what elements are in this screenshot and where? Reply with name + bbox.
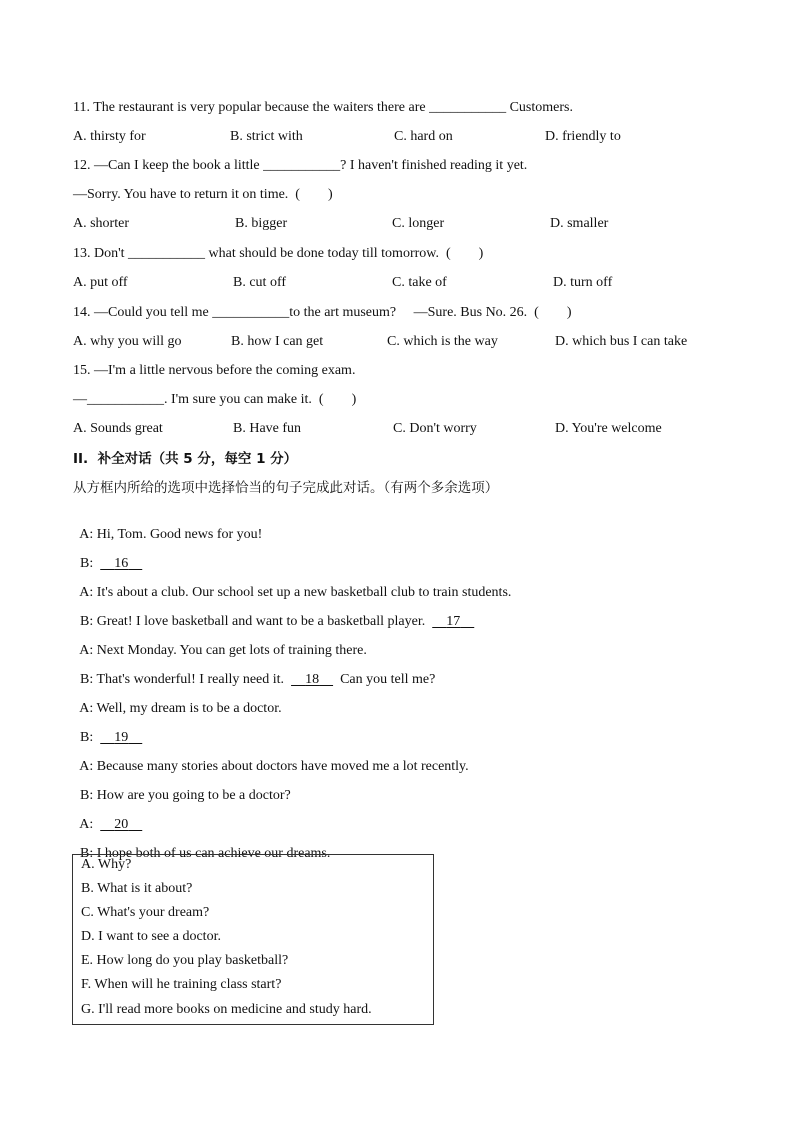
- q15-option-b: B. Have fun: [233, 421, 302, 436]
- box-option-f: F. When will he training class start?: [81, 977, 282, 992]
- speaker-label: A:: [79, 643, 94, 658]
- speaker-label: B:: [80, 672, 94, 687]
- question-14-stem: 14. —Could you tell me ___________to the art museum? —Sure. Bus No. 26. ( ): [73, 305, 572, 320]
- speaker-label: B:: [80, 730, 94, 745]
- speaker-label: A:: [79, 585, 94, 600]
- dialogue-text-after: Can you tell me?: [340, 672, 436, 687]
- speaker-label: B:: [80, 556, 94, 571]
- question-15-stem: 15. —I'm a little nervous before the coming exam.: [73, 363, 356, 378]
- dialogue-text: Great! I love basketball and want to be a basketball player.: [96, 614, 426, 629]
- dialogue-text: Well, my dream is to be a doctor.: [96, 701, 282, 716]
- q11-option-d: D. friendly to: [545, 129, 621, 144]
- answer-blank-18: 18: [305, 672, 320, 687]
- section-heading: II. 补全对话（共 5 分，每空 1 分）: [73, 451, 298, 467]
- speaker-label: A:: [79, 759, 94, 774]
- q15-option-d: D. You're welcome: [555, 421, 662, 436]
- question-13-stem: 13. Don't ___________ what should be done today till tomorrow. ( ): [73, 246, 484, 261]
- q11-option-c: C. hard on: [394, 129, 453, 144]
- box-option-e: E. How long do you play basketball?: [81, 953, 289, 968]
- q12-option-d: D. smaller: [550, 216, 609, 231]
- q13-option-a: A. put off: [73, 275, 128, 290]
- q12-option-a: A. shorter: [73, 216, 129, 231]
- dialogue-text: Hi, Tom. Good news for you!: [96, 527, 263, 542]
- q14-option-d: D. which bus I can take: [555, 334, 688, 349]
- q15-option-a: A. Sounds great: [73, 421, 163, 436]
- answer-blank-19: 19: [114, 730, 129, 745]
- dialogue-text: How are you going to be a doctor?: [96, 788, 291, 803]
- dialogue-text: Because many stories about doctors have moved me a lot recently.: [96, 759, 469, 774]
- speaker-label: A:: [79, 701, 94, 716]
- box-option-d: D. I want to see a doctor.: [81, 929, 221, 944]
- question-15-reply: —___________. I'm sure you can make it. ( ): [73, 392, 357, 407]
- box-option-c: C. What's your dream?: [81, 905, 210, 920]
- answer-blank-16: 16: [114, 556, 129, 571]
- section-instruction: 从方框内所给的选项中选择恰当的句子完成此对话。（有两个多余选项）: [73, 480, 499, 496]
- box-option-g: G. I'll read more books on medicine and study hard.: [81, 1002, 372, 1017]
- question-12-reply: —Sorry. You have to return it on time. ( ): [73, 187, 333, 202]
- q13-option-b: B. cut off: [233, 275, 287, 290]
- q11-option-b: B. strict with: [230, 129, 303, 144]
- speaker-label: B:: [80, 614, 94, 629]
- dialogue-text: Next Monday. You can get lots of training there.: [96, 643, 367, 658]
- q11-option-a: A. thirsty for: [73, 129, 146, 144]
- question-12-stem: 12. —Can I keep the book a little ___________? I haven't finished reading it yet.: [73, 158, 528, 173]
- box-option-a: A. Why?: [81, 857, 132, 872]
- dialogue-text: It's about a club. Our school set up a new basketball club to train students.: [96, 585, 512, 600]
- speaker-label: A:: [79, 527, 94, 542]
- q12-option-c: C. longer: [392, 216, 445, 231]
- q12-option-b: B. bigger: [235, 216, 288, 231]
- q13-option-c: C. take of: [392, 275, 447, 290]
- q15-option-c: C. Don't worry: [393, 421, 477, 436]
- question-11-stem: 11. The restaurant is very popular because the waiters there are ___________ Customers.: [73, 100, 573, 115]
- dialogue-text: That's wonderful! I really need it.: [96, 672, 285, 687]
- q14-option-c: C. which is the way: [387, 334, 498, 349]
- q13-option-d: D. turn off: [553, 275, 613, 290]
- speaker-label: A:: [79, 817, 94, 832]
- box-option-b: B. What is it about?: [81, 881, 193, 896]
- speaker-label: B:: [80, 788, 94, 803]
- dialogue-text: I hope both of us can achieve our dreams.: [96, 846, 331, 861]
- answer-blank-17: 17: [446, 614, 461, 629]
- q14-option-b: B. how I can get: [231, 334, 324, 349]
- options-box: [72, 854, 434, 1025]
- speaker-label: B:: [80, 846, 94, 861]
- q14-option-a: A. why you will go: [73, 334, 182, 349]
- answer-blank-20: 20: [114, 817, 129, 832]
